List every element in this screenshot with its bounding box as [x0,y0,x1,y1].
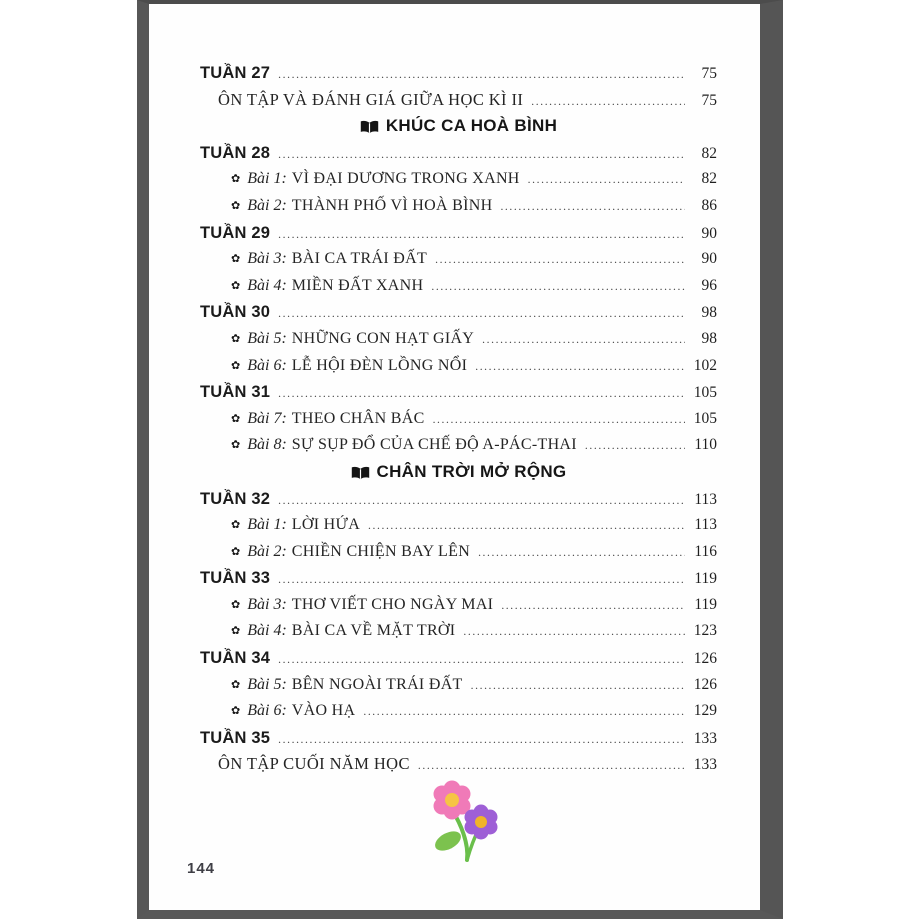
toc-row-week [200,725,717,752]
section-header-label: KHÚC CA HOÀ BÌNH [385,116,558,136]
dotted-leader [278,381,685,406]
flower-decoration [421,774,511,864]
review-label: ÔN TẬP VÀ ĐÁNH GIÁ GIỮA HỌC KÌ II [218,89,524,109]
toc-row-section-header [200,113,717,140]
flower-bullet-icon: ✿ [231,624,241,638]
flower-bullet-icon: ✿ [231,677,241,691]
flower-bullet-icon: ✿ [231,438,241,452]
lesson-number-label: Bài 1: [247,170,287,188]
dotted-leader [278,727,685,752]
page-number: 90 [701,224,717,242]
lesson-title: NHỮNG CON HẠT GIẤY [291,329,475,347]
dotted-leader [501,593,685,619]
week-label: TUẦN 28 [200,143,271,162]
week-label: TUẦN 29 [200,223,271,242]
toc-row-week [200,220,717,247]
section-header [351,459,567,486]
toc-row-week [200,645,717,672]
page-number: 96 [701,276,717,294]
page-number: 102 [693,356,717,374]
toc-row-week [200,565,717,592]
lesson-title: THÀNH PHỐ VÌ HOÀ BÌNH [291,196,493,214]
toc-row-week [200,379,717,406]
dotted-leader [368,513,685,539]
week-label: TUẦN 32 [200,489,271,508]
toc-row-lesson [200,592,717,619]
page-number: 119 [694,570,717,588]
lesson-title: LỄ HỘI ĐÈN LỒNG NỔI [291,356,468,374]
page-number: 113 [694,516,717,534]
dotted-leader [278,301,685,326]
page-number: 133 [693,756,717,774]
open-book-icon [351,466,370,481]
toc-row-lesson [200,432,717,459]
toc-row-lesson [200,618,717,645]
week-label: TUẦN 33 [200,569,271,588]
flower-bullet-icon: ✿ [231,518,241,532]
toc-row-lesson [200,273,717,300]
page-number: 113 [694,490,717,508]
toc-row-week [200,299,717,326]
dotted-leader [433,407,685,433]
dotted-leader [278,647,685,672]
lesson-number-label: Bài 4: [247,622,287,640]
page-number: 129 [693,702,717,720]
week-label: TUẦN 27 [200,64,271,82]
open-book-icon [360,120,379,135]
dotted-leader [482,327,685,353]
dotted-leader [475,354,685,380]
toc-row-week [200,140,717,167]
table-of-contents-page [149,4,760,910]
page-number: 116 [694,542,717,560]
lesson-title: MIỀN ĐẤT XANH [291,276,424,294]
page-number: 126 [693,650,717,668]
toc-row-lesson [200,326,717,353]
toc-row-review [200,87,717,114]
dotted-leader [278,62,685,87]
lesson-number-label: Bài 8: [247,436,287,454]
page-number: 75 [701,65,717,82]
dotted-leader [435,247,685,273]
page-number: 86 [701,196,717,214]
section-header-label: CHÂN TRỜI MỞ RỘNG [376,461,567,481]
lesson-title: BÀI CA TRÁI ĐẤT [291,250,428,268]
dotted-leader [585,433,685,459]
pink-flower [434,781,471,820]
lesson-title: CHIỀN CHIỆN BAY LÊN [291,542,471,560]
lesson-title: BÀI CA VỀ MẶT TRỜI [291,622,456,640]
toc-row-week [200,60,717,87]
lesson-number-label: Bài 4: [247,276,287,294]
page-number: 110 [694,436,717,454]
dotted-leader [528,167,685,193]
flower-bullet-icon: ✿ [231,544,241,558]
lesson-number-label: Bài 5: [247,329,287,347]
flower-bullet-icon: ✿ [231,252,241,266]
lesson-title: BÊN NGOÀI TRÁI ĐẤT [291,675,463,693]
page-number: 133 [693,729,717,747]
lesson-number-label: Bài 6: [247,702,287,720]
page-number: 82 [701,170,717,188]
week-label: TUẦN 30 [200,303,271,322]
lesson-title: THEO CHÂN BÁC [291,409,425,427]
lesson-number-label: Bài 2: [247,196,287,214]
dotted-leader [531,89,685,114]
toc-row-lesson [200,698,717,725]
lesson-number-label: Bài 2: [247,542,287,560]
dotted-leader [431,274,685,300]
page-number: 105 [693,384,717,402]
toc-row-lesson [200,512,717,539]
flower-bullet-icon: ✿ [231,597,241,611]
dotted-leader [278,567,685,592]
toc-row-lesson [200,193,717,220]
toc-row-lesson [200,539,717,566]
flower-bullet-icon: ✿ [231,278,241,292]
dotted-leader [478,540,685,566]
toc-row-lesson [200,672,717,699]
section-header [360,113,557,140]
lesson-number-label: Bài 5: [247,675,287,693]
lesson-title: THƠ VIẾT CHO NGÀY MAI [291,595,494,613]
footer-page-number: 144 [187,860,216,877]
lesson-title: VÀO HẠ [291,702,356,720]
dotted-leader [278,222,685,247]
page-number: 123 [693,622,717,640]
lesson-title: VÌ ĐẠI DƯƠNG TRONG XANH [291,170,520,188]
week-label: TUẦN 34 [200,649,271,668]
lesson-number-label: Bài 1: [247,516,287,534]
lesson-title: SỰ SỤP ĐỔ CỦA CHẾ ĐỘ A-PÁC-THAI [291,436,577,454]
flower-bullet-icon: ✿ [231,358,241,372]
page-number: 75 [701,91,717,109]
lesson-number-label: Bài 7: [247,409,287,427]
dotted-leader [278,142,685,167]
flower-bullet-icon: ✿ [231,704,241,718]
toc-row-week [200,486,717,513]
page-number: 98 [701,329,717,347]
flower-bullet-icon: ✿ [231,331,241,345]
flower-bullet-icon: ✿ [231,172,241,186]
book-page-photo [137,0,783,919]
page-number: 90 [701,250,717,268]
toc-row-lesson [200,246,717,273]
flower-bullet-icon: ✿ [231,411,241,425]
toc-row-lesson [200,166,717,193]
page-number: 126 [693,675,717,693]
lesson-number-label: Bài 3: [247,595,287,613]
dotted-leader [471,673,685,699]
toc-row-section-header [200,459,717,486]
dotted-leader [278,488,685,513]
page-number: 119 [694,595,717,613]
flower-bullet-icon: ✿ [231,198,241,212]
toc-row-lesson [200,353,717,380]
page-number: 82 [701,144,717,162]
dotted-leader [463,619,685,645]
lesson-number-label: Bài 3: [247,250,287,268]
page-number: 98 [701,304,717,322]
page-number: 105 [693,409,717,427]
dotted-leader [500,194,685,220]
lesson-number-label: Bài 6: [247,356,287,374]
lesson-title: LỜI HỨA [291,516,361,534]
review-label: ÔN TẬP CUỐI NĂM HỌC [218,754,410,774]
week-label: TUẦN 35 [200,728,271,747]
toc-list [200,60,717,778]
dotted-leader [363,699,685,725]
toc-row-lesson [200,406,717,433]
week-label: TUẦN 31 [200,383,271,402]
